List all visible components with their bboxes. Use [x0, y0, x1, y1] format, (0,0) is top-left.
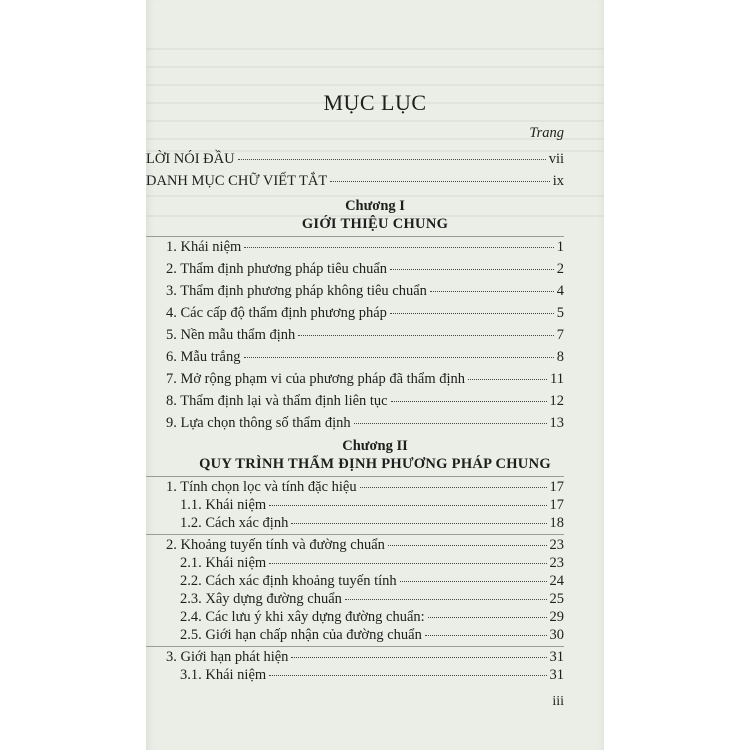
toc-entry-title: DANH MỤC CHỮ VIẾT TẮT — [146, 173, 328, 189]
toc-entry[interactable] — [166, 392, 564, 410]
toc-entry-page: vii — [548, 151, 564, 167]
toc-entry-page: 11 — [550, 371, 564, 387]
dot-leader — [390, 313, 554, 314]
dot-leader — [330, 181, 549, 182]
dot-leader — [291, 657, 546, 658]
toc-entry[interactable] — [166, 260, 564, 278]
toc-entry[interactable] — [166, 478, 564, 496]
toc-entry-page: 5 — [556, 305, 564, 321]
dot-leader — [244, 357, 554, 358]
toc-entry-title: 1. Tính chọn lọc và tính đặc hiệu — [166, 479, 357, 495]
chapter-2-title: QUY TRÌNH THẨM ĐỊNH PHƯƠNG PHÁP CHUNG — [199, 456, 551, 472]
toc-entry-title: 8. Thẩm định lại và thẩm định liên tục — [166, 393, 388, 409]
divider — [146, 236, 564, 237]
toc-entry-title: 9. Lựa chọn thông số thẩm định — [166, 415, 351, 431]
toc-entry-page: 2 — [556, 261, 564, 277]
divider — [146, 646, 564, 647]
toc-entry[interactable] — [166, 326, 564, 344]
dot-leader — [388, 545, 547, 546]
toc-entry-title: 7. Mở rộng phạm vi của phương pháp đã thẩm định — [166, 371, 466, 387]
divider — [146, 534, 564, 535]
divider — [146, 476, 564, 477]
dot-leader — [291, 523, 546, 524]
toc-entry-page: 29 — [549, 609, 564, 625]
toc-subentry[interactable] — [180, 572, 564, 590]
chapter-2-label: Chương II — [342, 438, 408, 454]
toc-entry-page: 25 — [549, 591, 564, 607]
toc-entry-foreword[interactable] — [146, 150, 564, 168]
toc-subentry[interactable] — [180, 608, 564, 626]
dot-leader — [390, 269, 554, 270]
toc-entry-page: 31 — [549, 649, 564, 665]
dot-leader — [269, 505, 546, 506]
dot-leader — [468, 379, 547, 380]
dot-leader — [269, 563, 546, 564]
toc-entry-page: 23 — [549, 555, 564, 571]
page-title: MỤC LỤC — [323, 90, 427, 115]
toc-entry-title: 2. Khoảng tuyến tính và đường chuẩn — [166, 537, 385, 553]
toc-entry-title: 2.2. Cách xác định khoảng tuyến tính — [180, 573, 397, 589]
toc-entry-abbreviations[interactable] — [146, 172, 564, 190]
toc-entry[interactable] — [166, 536, 564, 554]
dot-leader — [360, 487, 547, 488]
chapter-1-label: Chương I — [345, 198, 405, 214]
toc-entry-page: 13 — [549, 415, 564, 431]
toc-subentry[interactable] — [180, 590, 564, 608]
toc-entry-page: 4 — [556, 283, 564, 299]
dot-leader — [244, 247, 553, 248]
toc-entry-title: 2.4. Các lưu ý khi xây dựng đường chuẩn: — [180, 609, 425, 625]
toc-entry-title: 1. Khái niệm — [166, 239, 242, 255]
toc-entry-page: 17 — [549, 497, 564, 513]
toc-entry-title: 2. Thẩm định phương pháp tiêu chuẩn — [166, 261, 388, 277]
toc-entry-page: 8 — [556, 349, 564, 365]
toc-entry-title: 5. Nền mẫu thẩm định — [166, 327, 296, 343]
toc-subentry[interactable] — [180, 626, 564, 644]
dot-leader — [428, 617, 547, 618]
toc-entry-title: 3. Thẩm định phương pháp không tiêu chuẩn — [166, 283, 427, 299]
toc-entry-page: 1 — [556, 239, 564, 255]
toc-entry-page: 18 — [549, 515, 564, 531]
toc-entry-page: 7 — [556, 327, 564, 343]
page-number: iii — [552, 694, 564, 709]
toc-entry-title: 3.1. Khái niệm — [180, 667, 267, 683]
toc-entry[interactable] — [166, 648, 564, 666]
toc-entry-page: 17 — [549, 479, 564, 495]
toc-entry-title: 2.1. Khái niệm — [180, 555, 267, 571]
toc-entry-page: 23 — [549, 537, 564, 553]
toc-entry[interactable] — [166, 348, 564, 366]
toc-entry[interactable] — [166, 238, 564, 256]
dot-leader — [425, 635, 547, 636]
toc-subentry[interactable] — [180, 496, 564, 514]
toc-entry-title: 1.2. Cách xác định — [180, 515, 289, 531]
toc-entry-page: ix — [552, 173, 564, 189]
dot-leader — [345, 599, 547, 600]
toc-entry-page: 12 — [549, 393, 564, 409]
toc-entry-page: 31 — [549, 667, 564, 683]
toc-entry-page: 30 — [549, 627, 564, 643]
dot-leader — [400, 581, 547, 582]
book-page — [146, 0, 604, 750]
toc-entry-title: LỜI NÓI ĐẦU — [146, 151, 235, 167]
dot-leader — [269, 675, 546, 676]
dot-leader — [391, 401, 547, 402]
toc-entry[interactable] — [166, 282, 564, 300]
toc-entry[interactable] — [166, 414, 564, 432]
dot-leader — [238, 159, 546, 160]
page-column-label: Trang — [529, 125, 564, 141]
toc-entry[interactable] — [166, 370, 564, 388]
toc-entry-title: 3. Giới hạn phát hiện — [166, 649, 289, 665]
chapter-1-title: GIỚI THIỆU CHUNG — [301, 216, 449, 232]
toc-entry-title: 1.1. Khái niệm — [180, 497, 267, 513]
toc-subentry[interactable] — [180, 554, 564, 572]
toc-subentry[interactable] — [180, 666, 564, 684]
toc-entry-title: 6. Mẫu trắng — [166, 349, 241, 365]
toc-entry-title: 2.3. Xây dựng đường chuẩn — [180, 591, 342, 607]
toc-subentry[interactable] — [180, 514, 564, 532]
dot-leader — [354, 423, 547, 424]
toc-entry-title: 2.5. Giới hạn chấp nhận của đường chuẩn — [180, 627, 422, 643]
toc-entry-page: 24 — [549, 573, 564, 589]
toc-entry[interactable] — [166, 304, 564, 322]
dot-leader — [430, 291, 554, 292]
toc-entry-title: 4. Các cấp độ thẩm định phương pháp — [166, 305, 387, 321]
dot-leader — [298, 335, 553, 336]
